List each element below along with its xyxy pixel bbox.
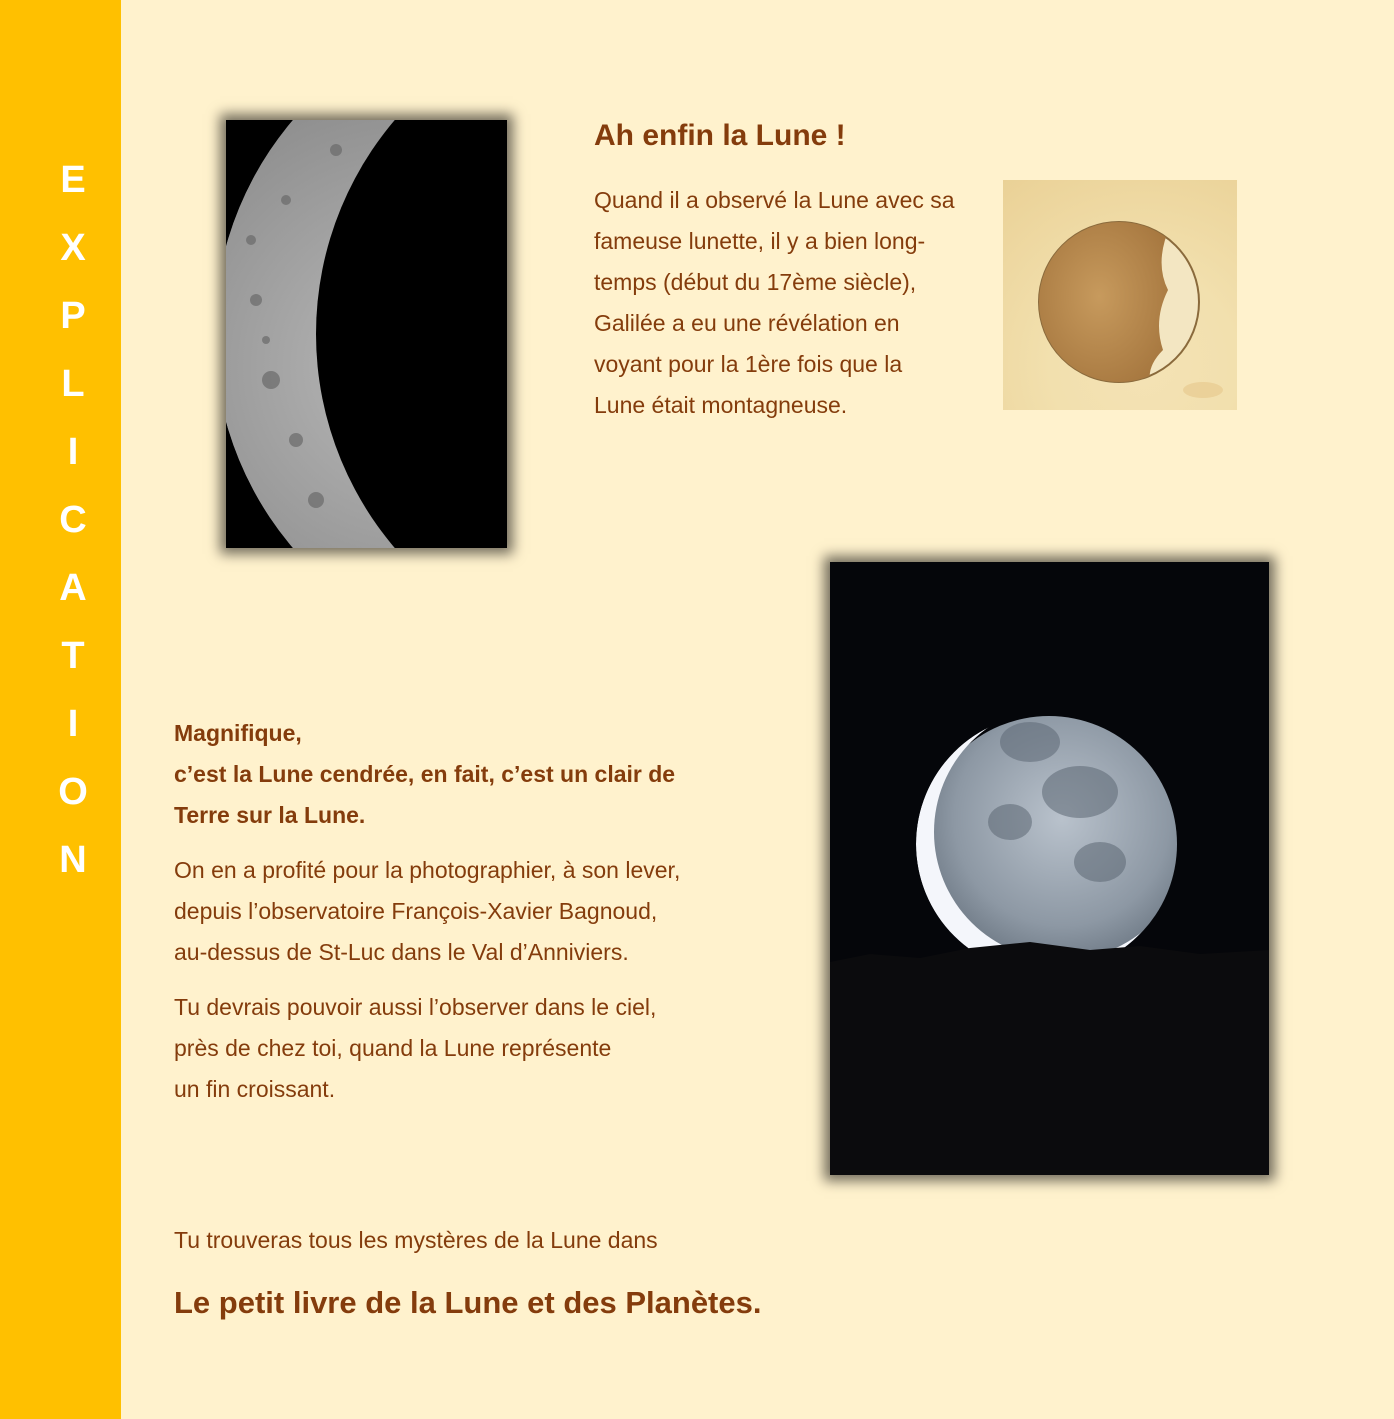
sidebar-vertical-title xyxy=(0,146,146,894)
paragraph-line: fameuse lunette, il y a bien long- xyxy=(594,228,926,254)
sidebar-letter: I xyxy=(67,703,79,745)
paragraph-line: près de chez toi, quand la Lune représente xyxy=(174,1035,612,1061)
paragraph-line: Galilée a eu une révélation en xyxy=(594,310,900,336)
crescent-moon-image xyxy=(226,120,507,548)
sidebar-letter: X xyxy=(60,227,86,269)
galileo-drawing-image xyxy=(1003,180,1237,410)
magnifique-paragraph xyxy=(174,713,675,836)
paragraph-line: un fin croissant. xyxy=(174,1076,336,1102)
observe-paragraph xyxy=(174,987,656,1110)
earthshine-moon-image xyxy=(830,562,1269,1175)
galileo-paragraph xyxy=(594,180,994,426)
paragraph-line: c’est la Lune cendrée, en fait, c’est un clair de xyxy=(174,761,676,787)
sidebar-letter: A xyxy=(59,567,87,609)
paragraph-line: voyant pour la 1ère fois que la xyxy=(594,351,903,377)
sidebar-letter: L xyxy=(61,363,85,405)
sidebar xyxy=(0,0,121,1419)
paragraph-line: au-dessus de St-Luc dans le Val d’Anniviers. xyxy=(174,939,629,965)
sidebar-letter: E xyxy=(60,159,86,201)
paragraph-line: Lune était montagneuse. xyxy=(594,392,848,418)
footer-intro: Tu trouveras tous les mystères de la Lune dans xyxy=(174,1227,658,1253)
paragraph-line: Terre sur la Lune. xyxy=(174,802,366,828)
crescent-moon-photo xyxy=(226,120,507,548)
sidebar-letter: C xyxy=(59,499,87,541)
galileo-moon-drawing xyxy=(1003,180,1237,410)
paragraph-line: Tu devrais pouvoir aussi l’observer dans le ciel, xyxy=(174,994,657,1020)
paragraph-line: depuis l’observatoire François-Xavier Bagnoud, xyxy=(174,898,658,924)
paragraph-line: temps (début du 17ème siècle), xyxy=(594,269,917,295)
paragraph-line: Magnifique, xyxy=(174,720,302,746)
paragraph-line: Quand il a observé la Lune avec sa xyxy=(594,187,955,213)
sidebar-letter: N xyxy=(59,839,87,881)
page-title: Ah enfin la Lune ! xyxy=(594,119,846,152)
sidebar-letter: O xyxy=(58,771,88,813)
paragraph-line: On en a profité pour la photographier, à son lever, xyxy=(174,857,681,883)
sidebar-letter: T xyxy=(61,635,85,677)
sidebar-letter: P xyxy=(60,295,86,337)
photographed-paragraph xyxy=(174,850,680,973)
book-title: Le petit livre de la Lune et des Planètes. xyxy=(174,1285,762,1320)
earthshine-moon-photo xyxy=(830,562,1269,1175)
sidebar-letter: I xyxy=(67,431,79,473)
